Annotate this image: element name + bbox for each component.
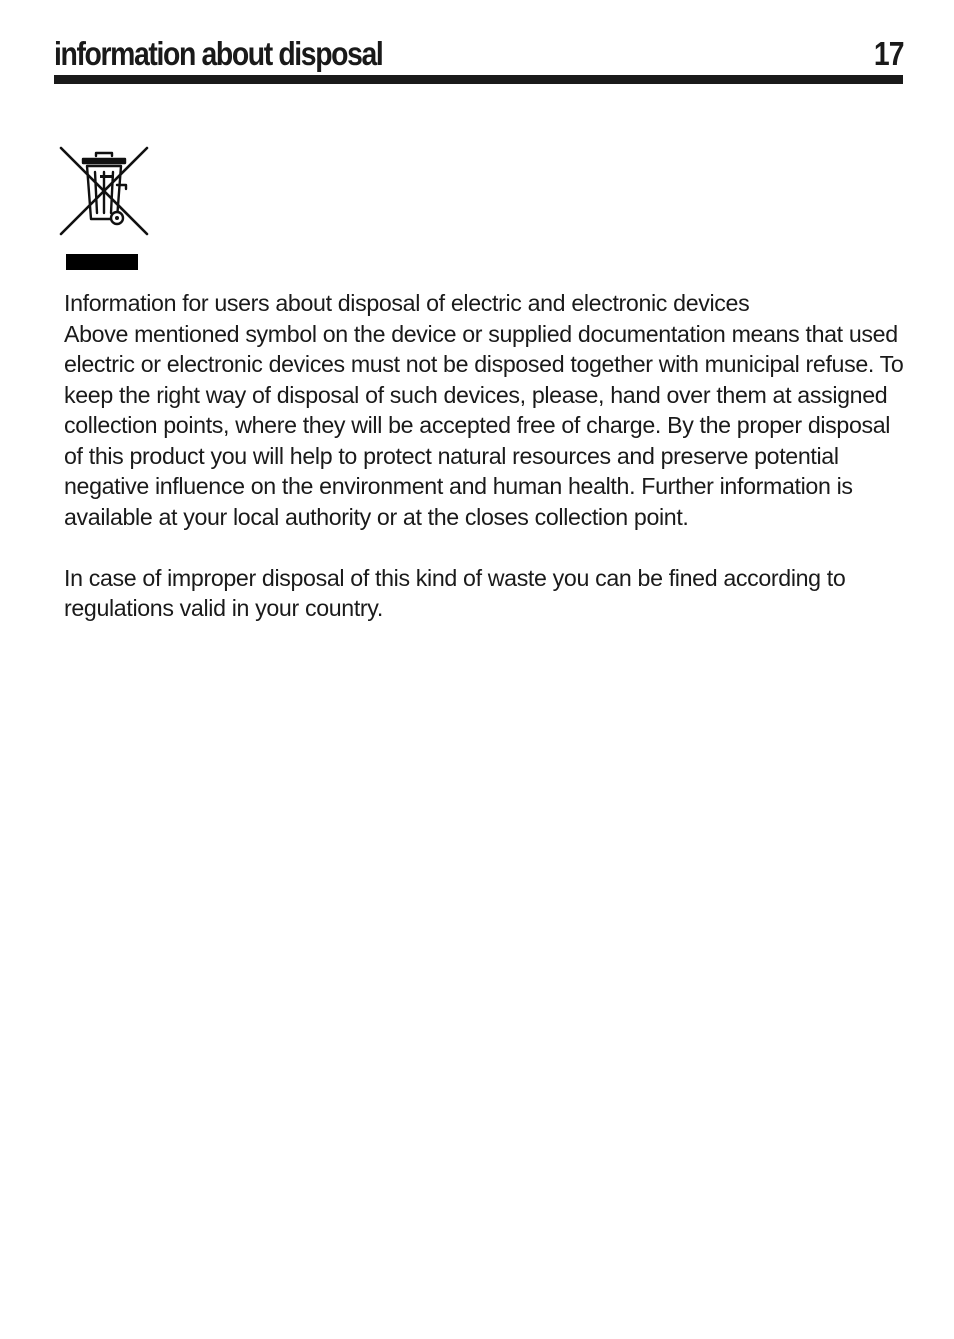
disposal-paragraph: Above mentioned symbol on the device or supplied documentation means that used electric or electronic devices must not be disposed together with municipal refuse. To keep the right way of disposal of such devices, please, hand over them at assigned collection points, where they will be accepted free of charge. By the proper disposal of this product you will help to protect natural resources and preserve potential negative influence on the environment and human health. Further information is available at your local authority or at the closes collection point. [64,320,904,530]
page-header [54,34,904,74]
disposal-text [64,288,904,624]
page-title: information about disposal [54,35,383,72]
crossed-out-wheelie-bin-icon [58,145,150,237]
header-rule [54,75,903,84]
page-number: 17 [874,35,904,72]
info-heading-line: Information for users about disposal of electric and electronic devices [64,290,750,316]
weee-underline-bar [66,254,138,270]
fine-warning-paragraph: In case of improper disposal of this kind of waste you can be fined according to regulations valid in your country. [64,564,846,621]
